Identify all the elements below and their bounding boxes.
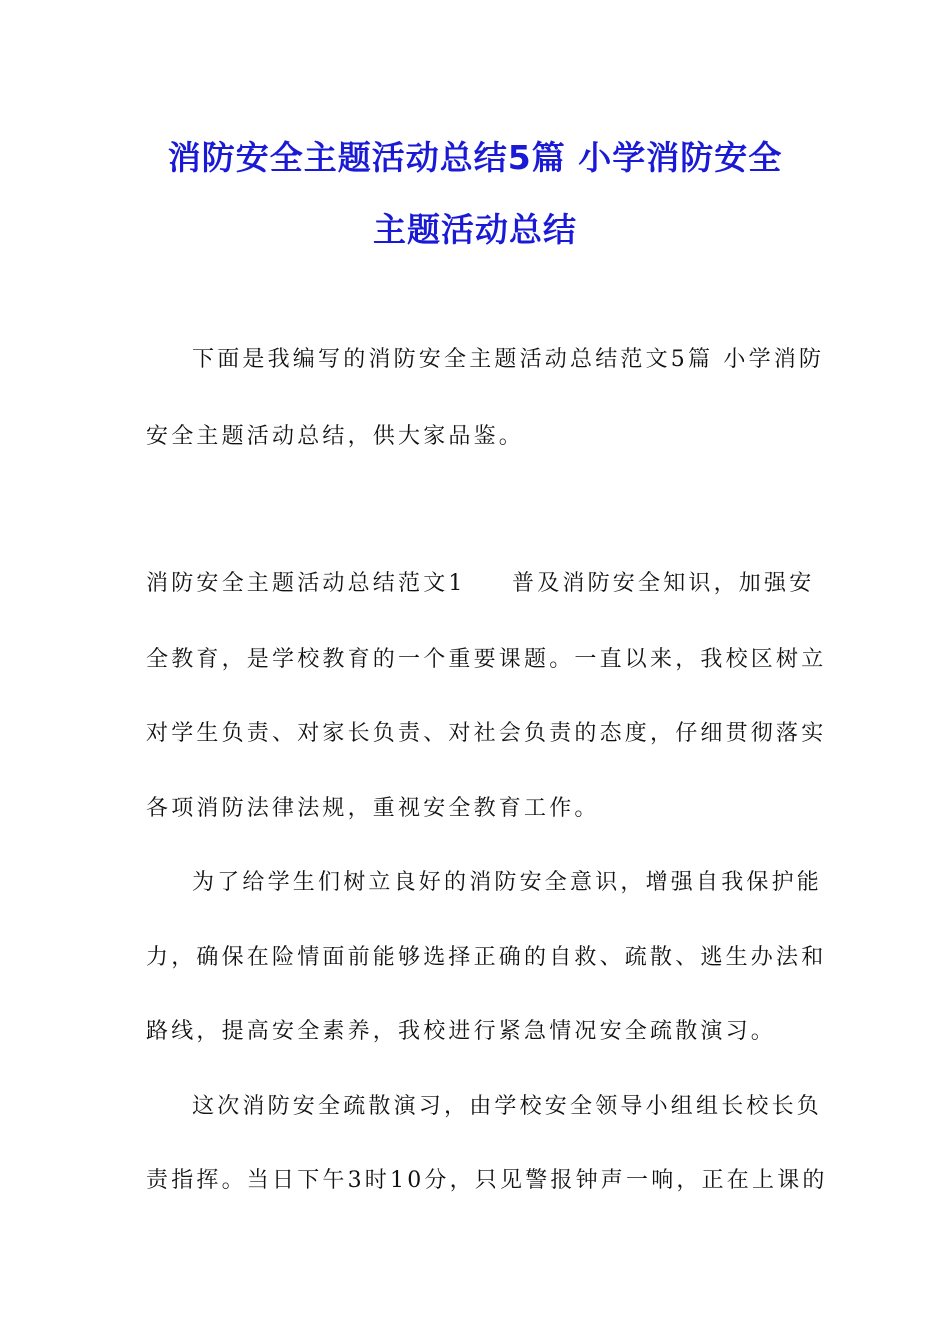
paragraph-3-line-2: 力，确保在险情面前能够选择正确的自救、疏散、逃生办法和 [146,945,827,970]
document-title-line-2: 主题活动总结 [373,210,577,249]
paragraph-2-line-4: 各项消防法律法规，重视安全教育工作。 [146,796,600,821]
paragraph-3-line-3: 路线，提高安全素养，我校进行紧急情况安全疏散演习。 [146,1019,777,1044]
paragraph-1-line-1: 下面是我编写的消防安全主题活动总结范文5篇 小学消防 [192,347,825,372]
paragraph-3-line-1: 为了给学生们树立良好的消防安全意识，增强自我保护能 [192,870,823,895]
paragraph-2-line-1: 普及消防安全知识，加强安 [512,571,815,596]
paragraph-1-line-2: 安全主题活动总结，供大家品鉴。 [146,424,525,449]
document-title-line-1: 消防安全主题活动总结5篇 小学消防安全 [167,138,783,177]
paragraph-2-line-3: 对学生负责、对家长负责、对社会负责的态度，仔细贯彻落实 [146,721,827,746]
section-heading: 消防安全主题活动总结范文1 [146,571,466,596]
paragraph-2-line-2: 全教育，是学校教育的一个重要课题。一直以来，我校区树立 [146,647,827,672]
paragraph-4-line-2: 责指挥。当日下午3时10分，只见警报钟声一响，正在上课的 [146,1168,828,1193]
paragraph-4-line-1: 这次消防安全疏散演习，由学校安全领导小组组长校长负 [192,1094,823,1119]
